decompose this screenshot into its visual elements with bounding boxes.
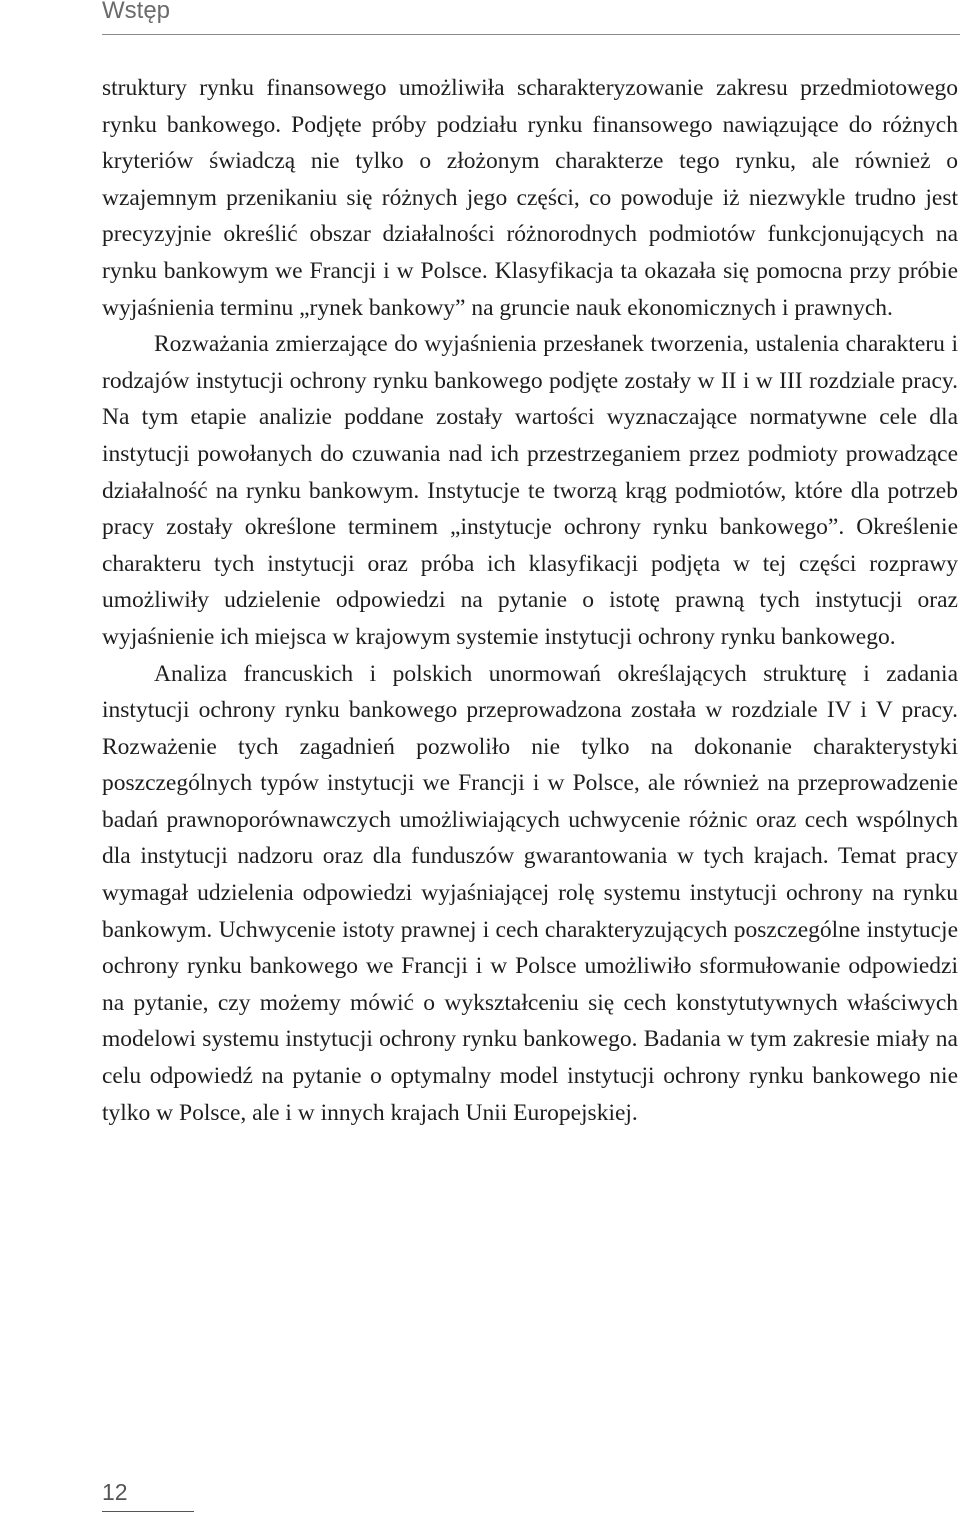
paragraph-3: Analiza francuskich i polskich unormowań określających strukturę i zadania instytucji ochrony rynku bankowego przeprowadzona została w rozdziale IV i V pracy. Rozważenie tych zagadnień pozwoliło nie tylko na dokonanie charakterystyki poszczególnych typów instytucji we Francji i w Polsce, ale również na przeprowadzenie badań prawnoporównawczych umożliwiających uchwycenie różnic oraz cech wspólnych dla instytucji nadzoru oraz dla funduszów gwarantowania w tych krajach. Temat pracy wymagał udzielenia odpowiedzi wyjaśniającej rolę systemu instytucji ochrony na rynku bankowym. Uchwycenie istoty prawnej i cech charakteryzujących poszczególne instytucje ochrony rynku bankowego we Francji i w Polsce umożliwiło sformułowanie odpowiedzi na pytanie, czy możemy mówić o wykształceniu się cech konstytutywnych właściwych modelowi systemu instytucji ochrony rynku bankowego. Badania w tym zakresie miały na celu odpowiedź na pytanie o optymalny model instytucji ochrony rynku bankowego nie tylko w Polsce, ale i w innych krajach Unii Europejskiej. [102,660,958,1126]
paragraph-2: Rozważania zmierzające do wyjaśnienia przesłanek tworzenia, ustalenia charakteru i rodzajów instytucji ochrony rynku bankowego podjęte zostały w II i w III rozdziale pracy. Na tym etapie analizie poddane zostały wartości wyznaczające normatywne cele dla instytucji powołanych do czuwania nad ich przestrzeganiem przez podmioty prowadzące działalność na rynku bankowym. Instytucje te tworzą krąg podmiotów, które dla potrzeb pracy zostały określone terminem „instytucje ochrony rynku bankowego”. Określenie charakteru tych instytucji oraz próba ich klasyfikacji podjęta w tej części rozprawy umożliwiły udzielenie odpowiedzi na pytanie o istotę prawną tych instytucji oraz wyjaśnienie ich miejsca w krajowym systemie instytucji ochrony rynku bankowego. [102,331,958,650]
footer-divider [102,1511,194,1512]
header-divider [102,34,960,35]
running-title: Wstęp [102,0,171,24]
paragraph-1: struktury rynku finansowego umożliwiła scharakteryzowanie zakresu przedmiotowego rynku bankowego. Podjęte próby podziału rynku finansowego nawiązujące do różnych kryteriów świadczą nie tylko o złożonym charakterze tego rynku, ale również o wzajemnym przenikaniu się różnych jego części, co powoduje iż niezwykle trudno jest precyzyjnie określić obszar działalności różnorodnych podmiotów funkcjonujących na rynku bankowym we Francji i w Polsce. Klasyfikacja ta okazała się pomocna przy próbie wyjaśnienia terminu „rynek bankowy” na gruncie nauk ekonomicznych i prawnych. [102,75,958,321]
page-number: 12 [102,1479,128,1505]
body-text [102,70,958,1131]
